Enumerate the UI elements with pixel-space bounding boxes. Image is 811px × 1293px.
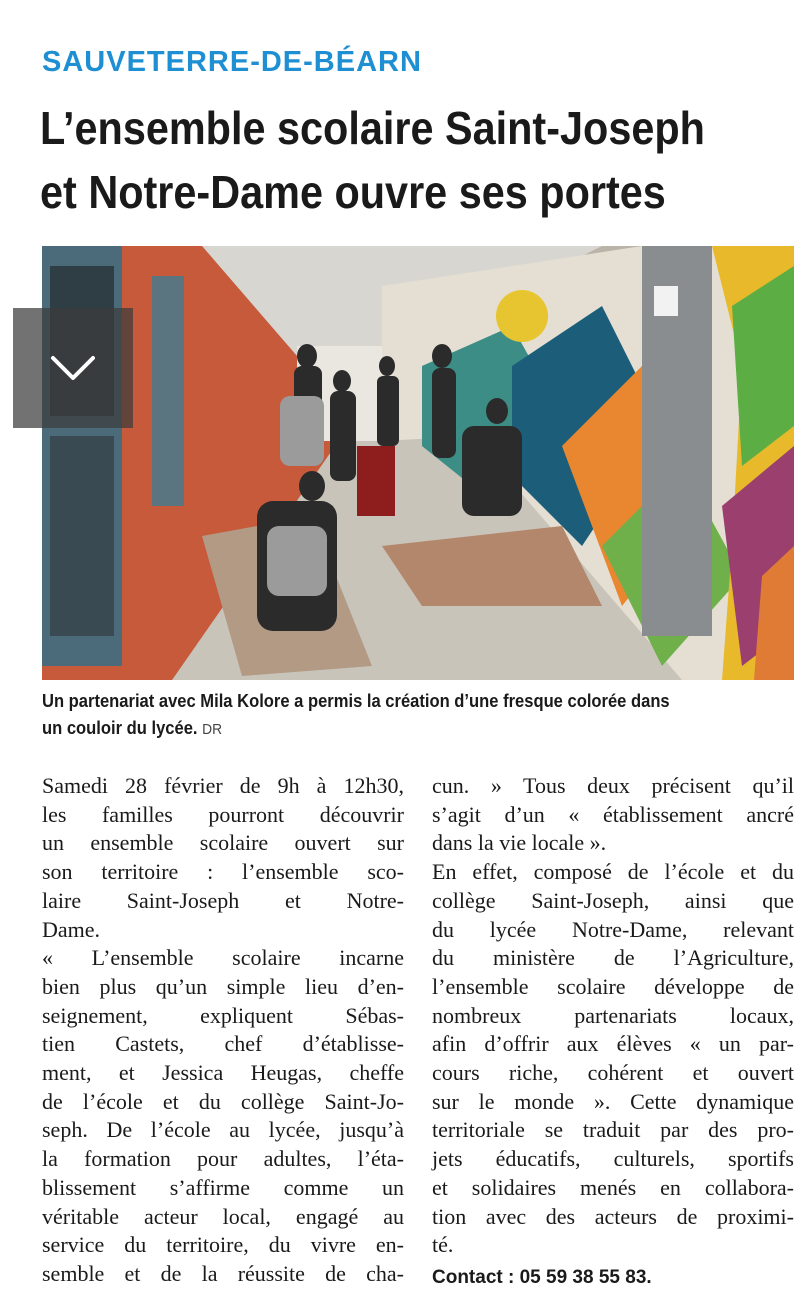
column2-line: du lycée Notre-Dame, relevant xyxy=(432,916,794,942)
column2-line: collège Saint-Joseph, ainsi que xyxy=(432,887,794,913)
article-column-2 xyxy=(432,772,794,1293)
column2-line: cours riche, cohérent et ouvert xyxy=(432,1060,794,1086)
headline-line-1: L’ensemble scolaire Saint-Joseph xyxy=(40,102,705,154)
column2-line: s’agit d’un « établissement ancré xyxy=(432,801,794,827)
contact-info: Contact : 05 59 38 55 83. xyxy=(432,1266,652,1288)
column2-line: dans la vie locale ». xyxy=(432,830,607,856)
photo-credit: DR xyxy=(202,721,223,738)
column1-line: laire Saint-Joseph et Notre- xyxy=(42,887,404,913)
column2-line: nombreux partenariats locaux, xyxy=(432,1002,794,1028)
column2-line: jets éducatifs, culturels, sportifs xyxy=(432,1146,794,1172)
column1-line: véritable acteur local, engagé au xyxy=(42,1203,404,1229)
column2-line: tion avec des acteurs de proximi- xyxy=(432,1203,794,1229)
column1-line: ment, et Jessica Heugas, cheffe xyxy=(42,1060,404,1086)
article-location: SAUVETERRE-DE-BÉARN xyxy=(42,46,422,78)
column2-line: cun. » Tous deux précisent qu’il xyxy=(432,773,794,798)
column1-line: blissement s’affirme comme un xyxy=(42,1174,404,1200)
column2-line: l’ensemble scolaire développe de xyxy=(432,973,794,999)
caption-line-2 xyxy=(42,715,714,743)
column1-line: seph. De l’école au lycée, jusqu’à xyxy=(42,1117,404,1143)
column1-line: semble et de la réussite de cha- xyxy=(42,1260,404,1286)
column1-line: « L’ensemble scolaire incarne xyxy=(42,945,404,971)
column2-line: En effet, composé de l’école et du xyxy=(432,859,794,885)
column1-line: service du territoire, du vivre en- xyxy=(42,1232,404,1258)
column2-line: té. xyxy=(432,1232,454,1258)
column1-line: Dame. xyxy=(42,916,101,942)
article-photo xyxy=(42,246,794,680)
article-column-1 xyxy=(42,772,404,1289)
headline-line-2: et Notre-Dame ouvre ses portes xyxy=(40,166,666,218)
caption-line-2-text: un couloir du lycée. xyxy=(42,718,198,738)
column2-line: afin d’offrir aux élèves « un par- xyxy=(432,1031,794,1057)
column2-line: et solidaires menés en collabora- xyxy=(432,1174,794,1200)
expand-overlay-button[interactable] xyxy=(13,308,133,428)
column1-line: un ensemble scolaire ouvert sur xyxy=(42,830,404,856)
column1-line: tien Castets, chef d’établisse- xyxy=(42,1031,404,1057)
column1-line: Samedi 28 février de 9h à 12h30, xyxy=(42,773,404,798)
chevron-down-icon xyxy=(49,354,97,382)
fresco-hallway-illustration xyxy=(42,246,794,680)
column1-line: bien plus qu’un simple lieu d’en- xyxy=(42,973,404,999)
column1-line: son territoire : l’ensemble sco- xyxy=(42,859,404,885)
column2-line: du ministère de l’Agriculture, xyxy=(432,945,794,971)
column1-line: les familles pourront découvrir xyxy=(42,801,404,827)
caption-line-1: Un partenariat avec Mila Kolore a permis la création d’une fresque colorée dans xyxy=(42,691,670,711)
column1-line: la formation pour adultes, l’éta- xyxy=(42,1146,404,1172)
column2-line: territoriale se traduit par des pro- xyxy=(432,1117,794,1143)
column1-line: seignement, expliquent Sébas- xyxy=(42,1002,404,1028)
article-headline xyxy=(40,96,724,224)
column1-line: de l’école et du collège Saint-Jo- xyxy=(42,1088,404,1114)
photo-caption xyxy=(42,688,714,743)
column2-line: sur le monde ». Cette dynamique xyxy=(432,1088,794,1114)
